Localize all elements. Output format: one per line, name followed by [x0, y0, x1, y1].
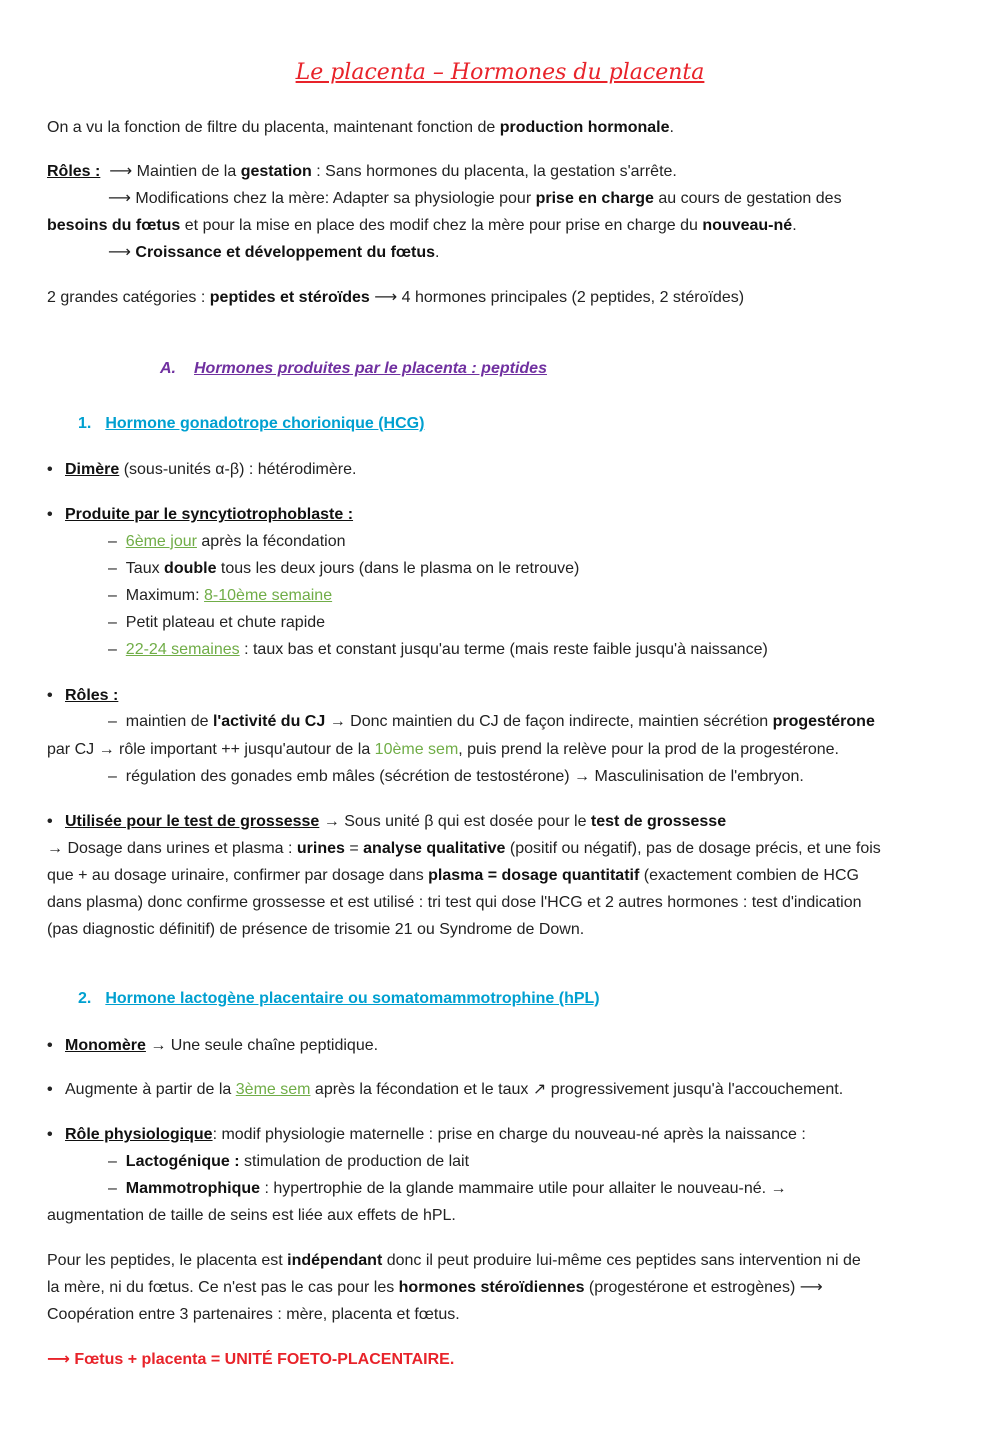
hcg-p5: – 22-24 semaines : taux bas et constant jusqu'au terme (mais reste faible jusqu'à naissance) [108, 641, 768, 658]
hpl-aug: • Augmente à partir de la 3ème sem après la fécondation et le taux ↗ progressivement jusqu'à l'accouchement. [47, 1080, 843, 1100]
hpl-role: • Rôle physiologique: modif physiologie maternelle : prise en charge du nouveau-né après la naissance : [47, 1125, 806, 1145]
categories-line: 2 grandes catégories : peptides et stéroïdes ⟶ 4 hormones principales (2 peptides, 2 stéroïdes) [47, 289, 745, 306]
roles-line-2: ⟶ Modifications chez la mère: Adapter sa physiologie pour prise en charge au cours de gestation des [108, 190, 842, 207]
hpl-heading: 2. Hormone lactogène placentaire ou somatomammotrophine (hPL) [78, 990, 600, 1007]
roles-line-1: Rôles : ⟶ Maintien de la gestation : Sans hormones du placenta, la gestation s'arrête. [47, 163, 677, 180]
hpl-mono: • Monomère → Une seule chaîne peptidique. [47, 1036, 378, 1056]
hcg-r2: par CJ → rôle important ++ jusqu'autour de la 10ème sem, puis prend la relève pour la prod de la progestérone. [47, 741, 839, 758]
hcg-t3: que + au dosage urinaire, confirmer par dosage dans plasma = dosage quantitatif (exactement combien de HCG [47, 867, 859, 884]
hcg-p3: – Maximum: 8-10ème semaine [108, 587, 333, 604]
hpl-mammo2: augmentation de taille de seins est liée aux effets de hPL. [47, 1207, 456, 1224]
hcg-r3: – régulation des gonades emb mâles (sécrétion de testostérone) → Masculinisation de l'embryon. [108, 768, 804, 785]
hcg-dimere: • Dimère (sous-unités α-β) : hétérodimère. [47, 460, 356, 480]
intro-line: On a vu la fonction de filtre du placenta, maintenant fonction de production hormonale. [47, 119, 674, 136]
hcg-t2: → Dosage dans urines et plasma : urines = analyse qualitative (positif ou négatif), pas de dosage précis, et une fois [47, 840, 881, 857]
hcg-p1: – 6ème jour après la fécondation [108, 533, 346, 550]
roles-line-3: besoins du fœtus et pour la mise en place des modif chez la mère pour prise en charge du nouveau-né. [47, 217, 797, 234]
hcg-p4: – Petit plateau et chute rapide [108, 614, 326, 631]
section-a-heading: A. Hormones produites par le placenta : peptides [160, 360, 547, 377]
conclusion-final: ⟶ Fœtus + placenta = UNITÉ FOETO-PLACENTAIRE. [47, 1351, 455, 1368]
hcg-roles: • Rôles : [47, 686, 118, 706]
hcg-produite: • Produite par le syncytiotrophoblaste : [47, 505, 353, 525]
hcg-t5: (pas diagnostic définitif) de présence de trisomie 21 ou Syndrome de Down. [47, 921, 585, 938]
conclusion-l3: Coopération entre 3 partenaires : mère, placenta et fœtus. [47, 1306, 460, 1323]
hcg-test: • Utilisée pour le test de grossesse → Sous unité β qui est dosée pour le test de grossesse [47, 812, 726, 832]
hpl-lacto: – Lactogénique : stimulation de production de lait [108, 1153, 470, 1170]
hcg-p2: – Taux double tous les deux jours (dans le plasma on le retrouve) [108, 560, 580, 577]
hcg-t4: dans plasma) donc confirme grossesse et est utilisé : tri test qui dose l'HCG et 2 autres hormones : test d'indication [47, 894, 862, 911]
roles-label: Rôles : [47, 163, 101, 180]
roles-line-4: ⟶ Croissance et développement du fœtus. [108, 244, 440, 261]
page-title: Le placenta – Hormones du placenta [295, 60, 705, 85]
hcg-r1: – maintien de l'activité du CJ → Donc maintien du CJ de façon indirecte, maintien sécrétion progestérone [108, 713, 875, 730]
hcg-heading: 1. Hormone gonadotrope chorionique (HCG) [78, 415, 425, 432]
conclusion-l1: Pour les peptides, le placenta est indépendant donc il peut produire lui-même ces peptides sans intervention ni de [47, 1252, 861, 1269]
hpl-mammo: – Mammotrophique : hypertrophie de la glande mammaire utile pour allaiter le nouveau-né. → [108, 1180, 787, 1197]
conclusion-l2: la mère, ni du fœtus. Ce n'est pas le cas pour les hormones stéroïdiennes (progestérone et estrogènes) ⟶ [47, 1279, 823, 1296]
